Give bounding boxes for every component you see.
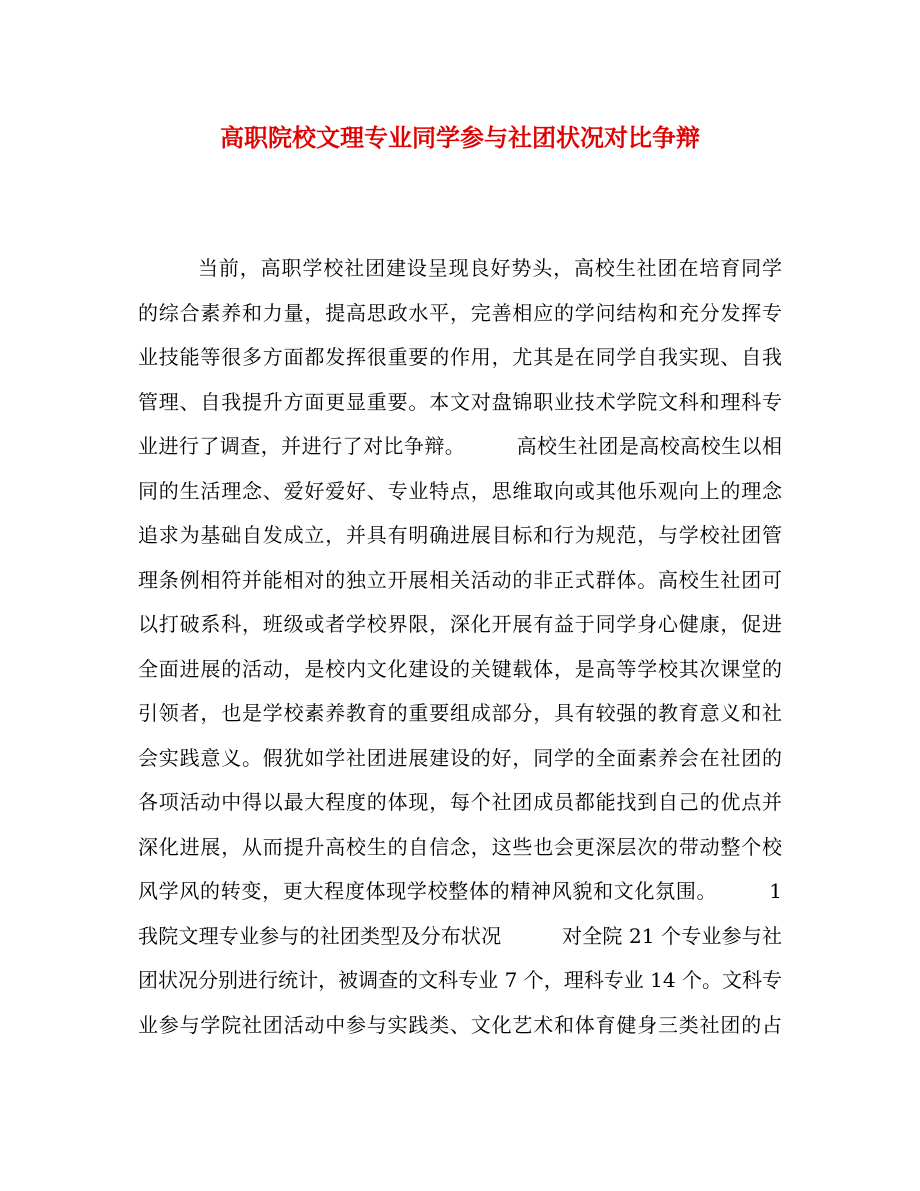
text-line: 团状况分别进行统计，被调查的文科专业 7 个，理科专业 14 个。文科专: [138, 968, 782, 992]
text-line: 风学风的转变，更大程度体现学校整体的精神风貌和文化氛围。 1: [138, 879, 782, 903]
text-line: 我院文理专业参与的社团类型及分布状况 对全院 21 个专业参与社: [138, 923, 782, 948]
text-line: 以打破系科，班级或者学校界限，深化开展有益于同学身心健康，促进: [138, 612, 782, 636]
text-line: 理条例相符并能相对的独立开展相关活动的非正式群体。高校生社团可: [138, 567, 782, 592]
document-title: 高职院校文理专业同学参与社团状况对比争辩: [220, 123, 700, 152]
document-body: [138, 246, 782, 1047]
text-line: 的综合素养和力量，提高思政水平，完善相应的学问结构和充分发挥专: [138, 300, 782, 325]
text-line: 引领者，也是学校素养教育的重要组成部分，具有较强的教育意义和社: [138, 701, 782, 725]
text-line: 深化进展，从而提升高校生的自信念，这些也会更深层次的带动整个校: [138, 834, 782, 859]
text-line: 业参与学院社团活动中参与实践类、文化艺术和体育健身三类社团的占: [138, 1012, 782, 1037]
text-line: 全面进展的活动，是校内文化建设的关键载体，是高等学校其次课堂的: [138, 656, 782, 681]
text-line: 各项活动中得以最大程度的体现，每个社团成员都能找到自己的优点并: [138, 790, 782, 814]
text-line: 追求为基础自发成立，并具有明确进展目标和行为规范，与学校社团管: [138, 523, 782, 547]
text-line: 当前，高职学校社团建设呈现良好势头，高校生社团在培育同学: [198, 256, 782, 280]
text-line: 业技能等很多方面都发挥很重要的作用，尤其是在同学自我实现、自我: [138, 345, 782, 369]
text-line: 管理、自我提升方面更显重要。本文对盘锦职业技术学院文科和理科专: [138, 389, 782, 414]
text-line: 同的生活理念、爱好爱好、专业特点，思维取向或其他乐观向上的理念: [138, 478, 782, 503]
text-line: 会实践意义。假犹如学社团进展建设的好，同学的全面素养会在社团的: [138, 745, 782, 770]
text-line: 业进行了调查，并进行了对比争辩。 高校生社团是高校高校生以相: [138, 434, 782, 458]
